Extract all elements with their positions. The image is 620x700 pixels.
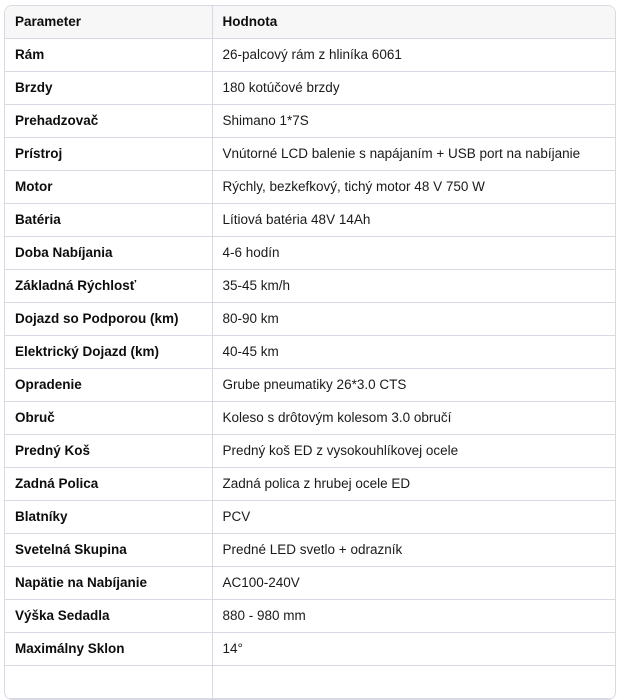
value-cell: 80-90 km — [212, 303, 615, 336]
value-cell: 35-45 km/h — [212, 270, 615, 303]
table-row — [5, 336, 615, 369]
value-cell: 40-45 km — [212, 336, 615, 369]
parameter-cell: Svetelná Skupina — [5, 534, 212, 567]
value-cell: Predné LED svetlo + odrazník — [212, 534, 615, 567]
parameter-cell: Opradenie — [5, 369, 212, 402]
value-cell: 4-6 hodín — [212, 237, 615, 270]
table-row — [5, 666, 615, 699]
value-cell: Shimano 1*7S — [212, 105, 615, 138]
table-header-row — [5, 6, 615, 39]
parameter-cell — [5, 666, 212, 699]
value-cell: Rýchly, bezkefkový, tichý motor 48 V 750 W — [212, 171, 615, 204]
table-row — [5, 39, 615, 72]
parameter-cell: Maximálny Sklon — [5, 633, 212, 666]
value-cell: Grube pneumatiky 26*3.0 CTS — [212, 369, 615, 402]
parameter-cell: Zadná Polica — [5, 468, 212, 501]
parameter-cell: Motor — [5, 171, 212, 204]
value-cell: Predný koš ED z vysokouhlíkovej ocele — [212, 435, 615, 468]
table-row — [5, 270, 615, 303]
table-row — [5, 369, 615, 402]
table-row — [5, 633, 615, 666]
table-row — [5, 237, 615, 270]
parameter-cell: Doba Nabíjania — [5, 237, 212, 270]
header-parameter: Parameter — [5, 6, 212, 39]
parameter-cell: Elektrický Dojazd (km) — [5, 336, 212, 369]
parameter-cell: Obruč — [5, 402, 212, 435]
parameter-cell: Prehadzovač — [5, 105, 212, 138]
parameter-cell: Predný Koš — [5, 435, 212, 468]
parameter-cell: Brzdy — [5, 72, 212, 105]
value-cell: 14° — [212, 633, 615, 666]
parameter-cell: Základná Rýchlosť — [5, 270, 212, 303]
spec-table — [5, 6, 615, 699]
table-row — [5, 468, 615, 501]
table-row — [5, 567, 615, 600]
value-cell: PCV — [212, 501, 615, 534]
value-cell: AC100-240V — [212, 567, 615, 600]
table-row — [5, 72, 615, 105]
parameter-cell: Prístroj — [5, 138, 212, 171]
parameter-cell: Napätie na Nabíjanie — [5, 567, 212, 600]
table-row — [5, 204, 615, 237]
parameter-cell: Výška Sedadla — [5, 600, 212, 633]
table-row — [5, 534, 615, 567]
table-row — [5, 402, 615, 435]
value-cell: Lítiová batéria 48V 14Ah — [212, 204, 615, 237]
value-cell: 26-palcový rám z hliníka 6061 — [212, 39, 615, 72]
table-row — [5, 435, 615, 468]
table-row — [5, 303, 615, 336]
spec-table-container — [4, 5, 616, 700]
value-cell: Zadná polica z hrubej ocele ED — [212, 468, 615, 501]
table-row — [5, 501, 615, 534]
table-row — [5, 171, 615, 204]
value-cell: 880 - 980 mm — [212, 600, 615, 633]
value-cell: Vnútorné LCD balenie s napájaním + USB port na nabíjanie — [212, 138, 615, 171]
table-row — [5, 138, 615, 171]
header-value: Hodnota — [212, 6, 615, 39]
value-cell: 180 kotúčové brzdy — [212, 72, 615, 105]
parameter-cell: Batéria — [5, 204, 212, 237]
table-row — [5, 600, 615, 633]
value-cell: Koleso s drôtovým kolesom 3.0 obručí — [212, 402, 615, 435]
parameter-cell: Dojazd so Podporou (km) — [5, 303, 212, 336]
parameter-cell: Blatníky — [5, 501, 212, 534]
parameter-cell: Rám — [5, 39, 212, 72]
value-cell — [212, 666, 615, 699]
table-row — [5, 105, 615, 138]
